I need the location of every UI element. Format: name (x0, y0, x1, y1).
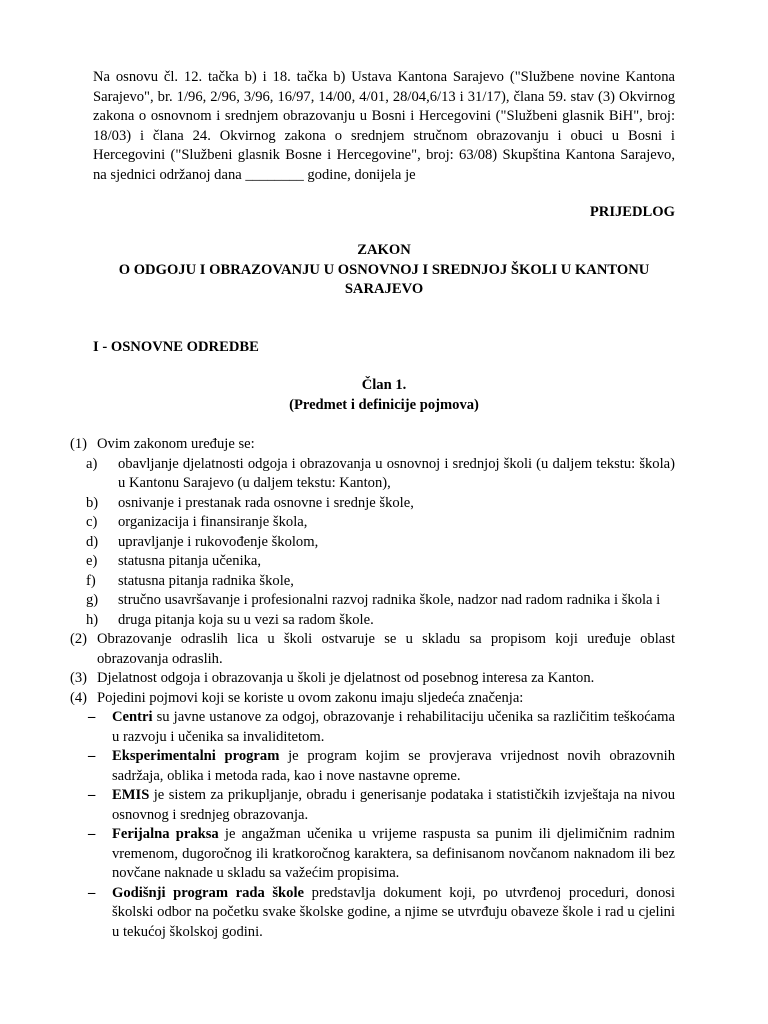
proposal-label: PRIJEDLOG (589, 204, 675, 220)
list-item (86, 572, 675, 592)
law-title-line-2: O ODGOJU I OBRAZOVANJU U OSNOVNOJ I SREDNJOJ ŠKOLI U KANTONU (118, 261, 650, 278)
dash-bullet: – (88, 884, 96, 901)
definition-text (112, 747, 675, 786)
paragraph-2 (70, 630, 675, 669)
list-item-text: upravljanje i rukovođenje školom, (118, 533, 319, 550)
list-item-letter: a) (86, 455, 98, 472)
dash-bullet: – (88, 709, 96, 725)
list-item-text: statusna pitanja učenika, (118, 553, 262, 569)
definition-term: Centri (112, 709, 153, 725)
paragraph-4 (70, 689, 675, 709)
list-item-letter: h) (86, 611, 99, 628)
list-item-text: statusna pitanja radnika škole, (118, 572, 294, 589)
dash-bullet: – (88, 748, 96, 764)
definition-text (112, 786, 675, 825)
definition-item (86, 786, 675, 825)
article-number: Član 1. (361, 377, 407, 393)
definition-term: EMIS (112, 787, 150, 803)
paragraph-3 (70, 669, 675, 689)
definition-item (86, 747, 675, 786)
definition-text (112, 708, 675, 747)
paragraph-number: (4) (70, 689, 88, 706)
list-item-text: obavljanje djelatnosti odgoja i obrazovanja u osnovnoj i srednjoj školi (u daljem tekstu: škola) u Kantonu Sarajevo (u daljem tekstu: Kanton), (118, 455, 675, 491)
list-item-text: druga pitanja koja su u vezi sa radom škole. (118, 611, 374, 628)
definition-body: je sistem za prikupljanje, obradu i generisanje podataka i statističkih izvještaja na nivou osnovnog i srednjeg obrazovanja. (112, 787, 675, 823)
definitions-list (70, 708, 675, 942)
definition-body: su javne ustanove za odgoj, obrazovanje i rehabilitaciju učenika sa različitim teškoćama u razvoju i učenika sa invaliditetom. (112, 709, 675, 745)
definition-item (86, 708, 675, 747)
dash-bullet: – (88, 826, 96, 842)
list-item-letter: d) (86, 533, 99, 550)
list-item-letter: e) (86, 553, 98, 569)
paragraph-text: Pojedini pojmovi koji se koriste u ovom zakonu imaju sljedeća značenja: (97, 689, 524, 706)
paragraph-1-items (70, 455, 675, 631)
dash-bullet: – (88, 787, 96, 803)
list-item (86, 611, 675, 631)
definition-term: Eksperimentalni program (112, 748, 280, 764)
definition-body: je angažman učenika u vrijeme raspusta sa punim ili djelimičnim radnim vremenom, dugoročnog ili kratkoročnog karaktera, sa definisanom novčanom naknadom ili bez novčane naknade u skladu sa važećim propisima. (112, 826, 675, 881)
list-item (86, 533, 675, 553)
paragraph-text: Obrazovanje odraslih lica u školi ostvaruje se u skladu sa propisom koji uređuje oblast obrazovanja odraslih. (97, 631, 675, 667)
preamble-paragraph: Na osnovu čl. 12. tačka b) i 18. tačka b) Ustava Kantona Sarajevo ("Službene novine Kantona Sarajevo", br. 1/96, 2/96, 3/96, 16/97, 14/00, 4/01, 28/04,6/13 i 31/17), člana 59. stav (3) Okvirnog zakona o osnovnom i srednjem obrazovanju u Bosni i Hercegovini ("Službeni glasnik BiH", broj: 18/03) i člana 24. Okvirnog zakona o srednjem stručnom obrazovanju i obuci u Bosni i Hercegovini ("Službeni glasnik Bosne i Hercegovine", broj: 63/08) Skupština Kantona Sarajevo, na sjednici održanoj dana ________ godine, donijela je (93, 69, 675, 183)
law-title (93, 241, 675, 300)
article-body (70, 435, 675, 942)
definition-term: Godišnji program rada škole (112, 884, 305, 901)
definition-item (86, 884, 675, 943)
list-item-letter: f) (86, 572, 96, 589)
definition-term: Ferijalna praksa (112, 826, 219, 842)
list-item (86, 494, 675, 514)
list-item-letter: g) (86, 592, 99, 608)
paragraph-text: Ovim zakonom uređuje se: (97, 436, 255, 452)
definition-text (112, 884, 675, 943)
list-item-text: organizacija i finansiranje škola, (118, 514, 308, 530)
definition-text (112, 825, 675, 884)
article-heading (93, 376, 675, 415)
list-item-text: stručno usavršavanje i profesionalni razvoj radnika škole, nadzor nad radom radnika i škola i (118, 592, 661, 608)
definition-body: je program kojim se provjerava vrijednost novih obrazovnih sadržaja, oblika i metoda rada, kao i nove nastavne opreme. (112, 748, 675, 784)
article-subtitle: (Predmet i definicije pojmova) (289, 396, 479, 413)
definition-body: predstavlja dokument koji, po utvrđenoj proceduri, donosi školski odbor na početku svake školske godine, a njime se utvrđuju obaveze škole i rad u cjelini u tekućoj školskoj godini. (112, 884, 675, 940)
list-item-text: osnivanje i prestanak rada osnovne i srednje škole, (118, 494, 414, 511)
law-title-line-3: SARAJEVO (344, 281, 424, 297)
law-title-line-1: ZAKON (357, 242, 411, 258)
paragraph-text: Djelatnost odgoja i obrazovanja u školi je djelatnost od posebnog interesa za Kanton. (97, 670, 595, 686)
definition-item (86, 825, 675, 884)
section-heading: I - OSNOVNE ODREDBE (93, 339, 259, 355)
paragraph-number: (2) (70, 631, 88, 647)
list-item (86, 552, 675, 572)
paragraph-number: (3) (70, 670, 88, 686)
list-item (86, 455, 675, 494)
list-item-letter: b) (86, 494, 99, 511)
paragraph-1 (70, 435, 675, 455)
list-item (86, 591, 675, 611)
paragraph-number: (1) (70, 436, 88, 452)
list-item-letter: c) (86, 514, 98, 530)
list-item (86, 513, 675, 533)
